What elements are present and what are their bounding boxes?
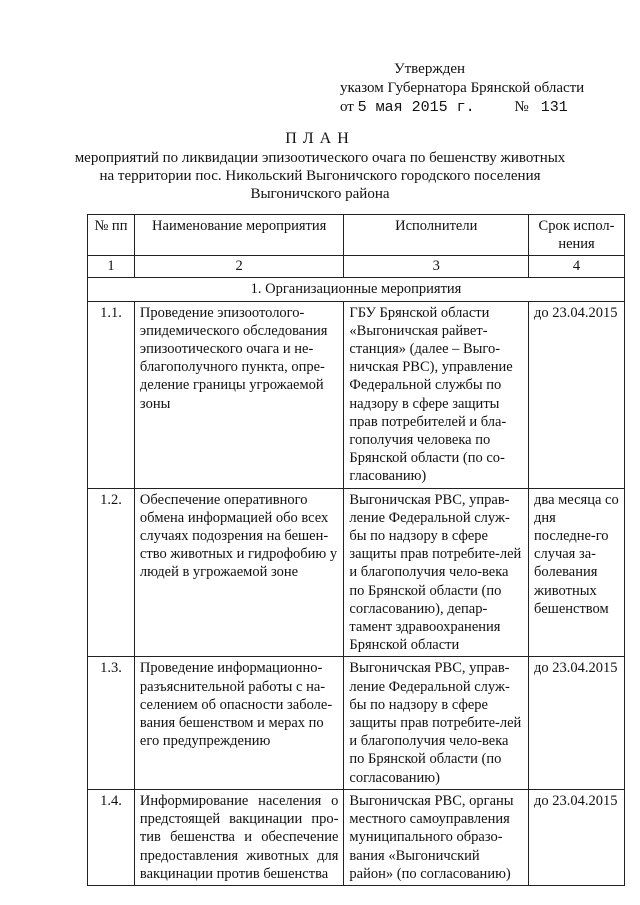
row-deadline: два месяца со дня последне-го случая за-болевания животных бешенством — [529, 488, 625, 657]
column-number: 4 — [529, 256, 625, 278]
column-number: 3 — [344, 256, 529, 278]
row-name: Проведение эпизоотолого-эпидемического обследования эпизоотического очага и не-благополучного пункта, опре-деление границы угрожаемой зоны — [134, 301, 344, 488]
row-name: Информирование населения о предстоящей вакцинации про-тив бешенства и обеспечение предоставления животных для вакцинации против бешенства — [134, 789, 344, 885]
section-row — [88, 278, 625, 301]
column-number: 1 — [88, 256, 135, 278]
approval-date-line — [340, 98, 620, 117]
approval-number: 131 — [540, 99, 568, 116]
column-number: 2 — [134, 256, 344, 278]
row-deadline: до 23.04.2015 — [529, 789, 625, 885]
table-header-row — [88, 215, 625, 256]
table-row — [88, 301, 625, 488]
row-number: 1.1. — [88, 301, 135, 488]
row-executors: Выгоничская РВС, органы местного самоуправления муниципального образо-вания «Выгоничский район» (по согласованию) — [344, 789, 529, 885]
row-name: Проведение информационно-разъяснительной работы с на-селением об опасности заболе-вания бешенством и мерах по его предупреждению — [134, 657, 344, 789]
table-row — [88, 488, 625, 657]
row-executors: Выгоничская РВС, управ-ление Федеральной служ-бы по надзору в сфере защиты прав потребите-лей и благополучия чело-века по Брянской области (по согласованию), депар-тамент здравоохранения Брянской области — [344, 488, 529, 657]
document-title — [0, 130, 640, 203]
plan-heading: ПЛАН — [285, 130, 355, 147]
approval-number-prefix: № — [514, 99, 529, 115]
section-title: 1. Организационные мероприятия — [88, 278, 625, 301]
row-number: 1.3. — [88, 657, 135, 789]
approval-date: 5 мая 2015 г. — [357, 99, 475, 116]
row-deadline: до 23.04.2015 — [529, 301, 625, 488]
header-number: № пп — [88, 215, 135, 256]
approval-heading: Утвержден — [394, 61, 466, 77]
title-line-3: Выгоничского района — [250, 186, 390, 202]
row-number: 1.4. — [88, 789, 135, 885]
table-row — [88, 789, 625, 885]
plan-table — [87, 214, 625, 886]
header-executors: Исполнители — [344, 215, 529, 256]
header-name: Наименование мероприятия — [134, 215, 344, 256]
title-line-2: на территории пос. Никольский Выгоничского городского поселения — [99, 168, 541, 184]
column-number-row — [88, 256, 625, 278]
approval-stamp — [340, 60, 620, 117]
table-row — [88, 657, 625, 789]
row-executors: Выгоничская РВС, управ-ление Федеральной служ-бы по надзору в сфере защиты прав потребите-лей и благополучия чело-века по Брянской области (по согласованию) — [344, 657, 529, 789]
row-deadline: до 23.04.2015 — [529, 657, 625, 789]
header-deadline: Срок испол-нения — [529, 215, 625, 256]
row-name: Обеспечение оперативного обмена информацией обо всех случаях подозрения на бешен-ство животных и гидрофобию у людей в угрожаемой зоне — [134, 488, 344, 657]
title-line-1: мероприятий по ликвидации эпизоотического очага по бешенству животных — [74, 150, 566, 166]
approval-date-prefix: от — [340, 99, 354, 115]
row-number: 1.2. — [88, 488, 135, 657]
row-executors: ГБУ Брянской области «Выгоничская райвет-станция» (далее – Выго-ничская РВС), управление Федеральной службы по надзору в сфере защиты прав потребителей и бла-гополучия человека по Брянской области (по со-гласованию) — [344, 301, 529, 488]
approval-decree: указом Губернатора Брянской области — [340, 80, 585, 96]
